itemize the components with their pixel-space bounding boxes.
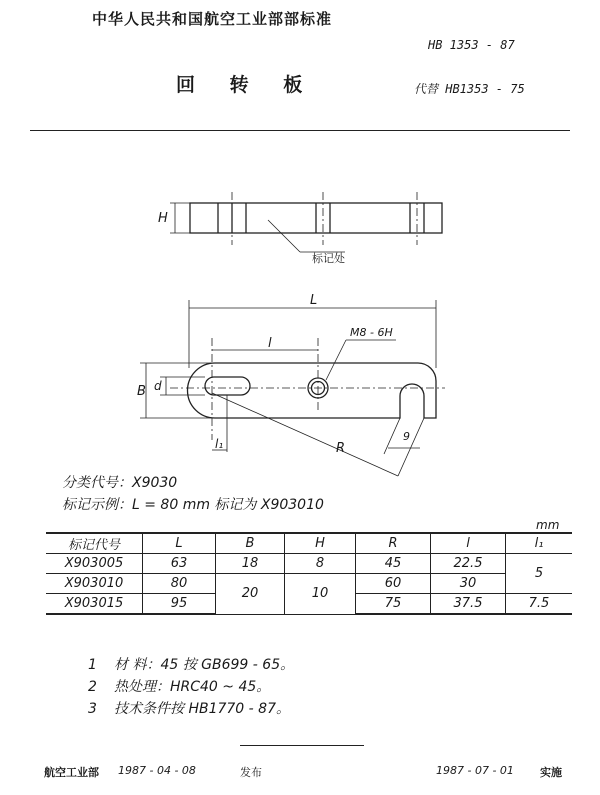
cell-H: 8 [285, 554, 356, 574]
standard-code: HB 1353 - 87 [428, 38, 515, 52]
requirement-number: 3 [88, 701, 97, 717]
side-view [170, 192, 442, 252]
header-R: R [356, 533, 431, 554]
thread-label: M8 - 6H [350, 326, 393, 339]
height-label: H [158, 211, 168, 226]
cell-l: 30 [431, 574, 506, 594]
standard-header: 中华人民共和国航空工业部部标准 [92, 10, 333, 28]
header-H: H [285, 533, 356, 554]
width-d-label: d [154, 379, 162, 393]
requirement-number: 2 [88, 679, 97, 695]
table-row [46, 574, 572, 594]
cell-L: 95 [143, 594, 216, 615]
header-L: L [143, 533, 216, 554]
requirement-item [88, 654, 294, 674]
cell-l1: 7.5 [506, 594, 573, 615]
length-l-label: l [268, 336, 272, 351]
requirement-number: 1 [88, 657, 97, 673]
cell-R: 75 [356, 594, 431, 615]
cell-code: X903015 [46, 594, 143, 615]
footer-issuer: 航空工业部 [44, 766, 99, 779]
footer-issued: 发布 [240, 766, 262, 779]
cell-R: 45 [356, 554, 431, 574]
unit-label: mm [536, 518, 560, 532]
footer-issue-date: 1987 - 04 - 08 [118, 764, 196, 777]
dimension-table [46, 532, 572, 615]
length-l1-label: l₁ [215, 437, 224, 451]
cell-L: 63 [143, 554, 216, 574]
requirement-text: 材 料：45 按 GB699 - 65。 [114, 657, 295, 673]
end-rule [240, 745, 364, 746]
document-title: 回 转 板 [176, 74, 317, 96]
header-B: B [216, 533, 285, 554]
plan-view [140, 300, 445, 476]
cell-l1-merged: 5 [506, 554, 573, 594]
cell-code: X903005 [46, 554, 143, 574]
requirement-item [88, 698, 290, 718]
cell-l: 37.5 [431, 594, 506, 615]
header-code: 标记代号 [46, 533, 143, 554]
radius-R-label: R [336, 441, 346, 456]
footer-effective-date: 1987 - 07 - 01 [436, 764, 514, 777]
requirement-text: 技术条件按 HB1770 - 87。 [114, 701, 290, 717]
cell-L: 80 [143, 574, 216, 594]
footer-effective: 实施 [540, 766, 562, 779]
classification-code: 分类代号：X9030 [62, 475, 178, 491]
length-L-label: L [310, 293, 318, 308]
cell-B-merged: 20 [216, 574, 285, 615]
replaces-code: 代替 HB1353 - 75 [414, 82, 525, 96]
mark-location-label: 标记处 [312, 252, 345, 265]
header-l1: l₁ [506, 533, 573, 554]
cell-l: 22.5 [431, 554, 506, 574]
marking-example: 标记示例：L = 80 mm 标记为 X903010 [62, 497, 324, 513]
requirement-text: 热处理：HRC40 ~ 45。 [114, 679, 271, 695]
width-B-label: B [137, 384, 146, 399]
cell-code: X903010 [46, 574, 143, 594]
requirement-item [88, 676, 270, 696]
table-row [46, 554, 572, 574]
header-l: l [431, 533, 506, 554]
cell-R: 60 [356, 574, 431, 594]
cell-B: 18 [216, 554, 285, 574]
width-9-label: 9 [403, 430, 410, 443]
table-header-row [46, 533, 572, 554]
cell-H-merged: 10 [285, 574, 356, 615]
